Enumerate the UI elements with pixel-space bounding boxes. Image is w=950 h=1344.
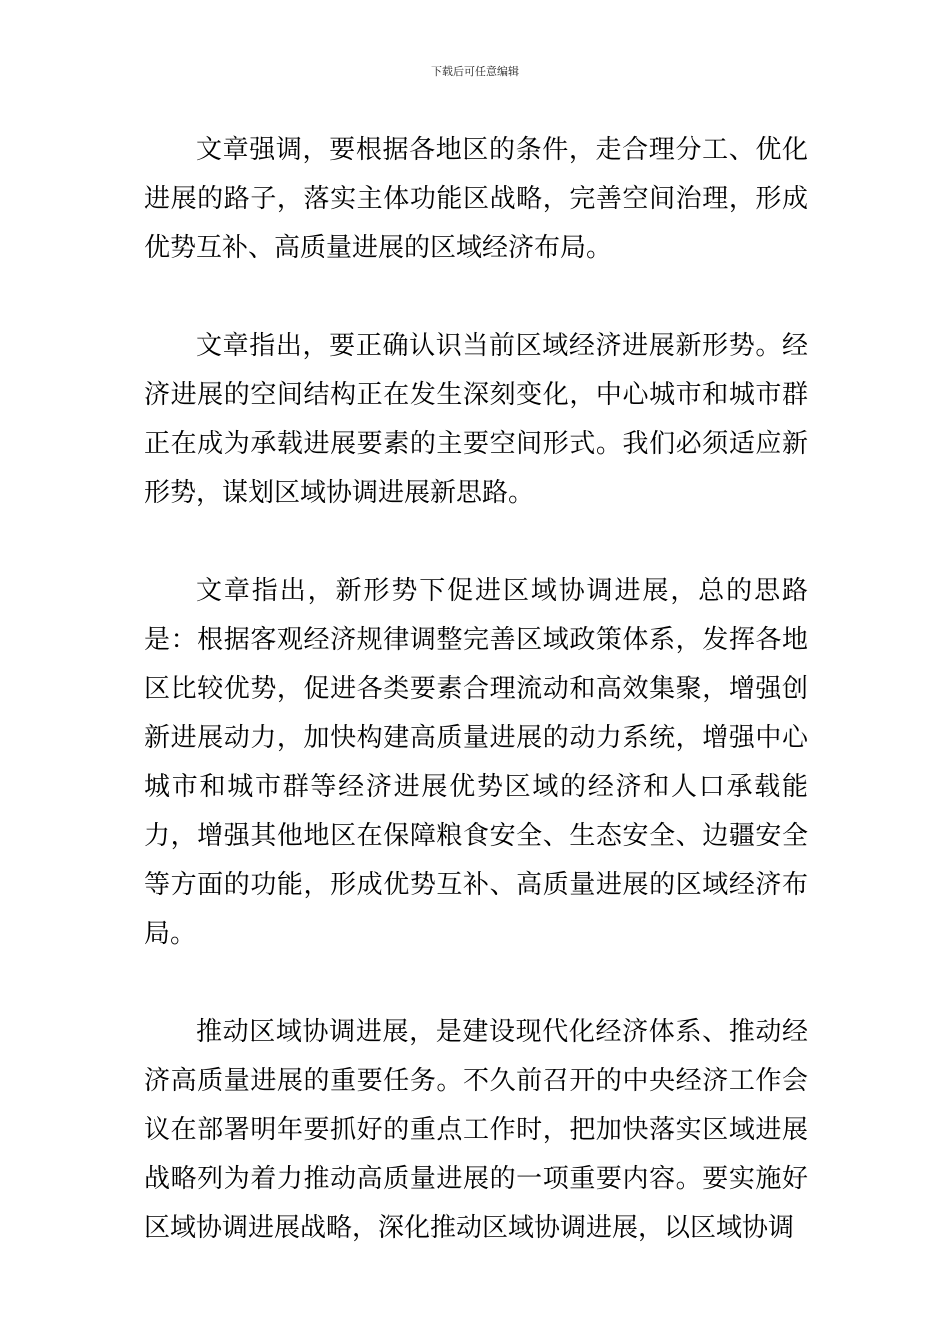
paragraph-1: 文章强调，要根据各地区的条件，走合理分工、优化进展的路子，落实主体功能区战略，完善空间治理，形成优势互补、高质量进展的区域经济布局。 xyxy=(144,135,808,263)
page-header: 下载后可任意编辑 xyxy=(431,65,519,78)
document-body xyxy=(144,126,808,1302)
paragraph-3: 文章指出，新形势下促进区域协调进展，总的思路是：根据客观经济规律调整完善区域政策体系，发挥各地区比较优势，促进各类要素合理流动和高效集聚，增强创新进展动力，加快构建高质量进展的动力系统，增强中心城市和城市群等经济进展优势区域的经济和人口承载能力，增强其他地区在保障粮食安全、生态安全、边疆安全等方面的功能，形成优势互补、高质量进展的区域经济布局。 xyxy=(144,576,808,949)
paragraph-2: 文章指出，要正确认识当前区域经济进展新形势。经济进展的空间结构正在发生深刻变化，中心城市和城市群正在成为承载进展要素的主要空间形式。我们必须适应新形势，谋划区域协调进展新思路。 xyxy=(144,331,808,508)
paragraph-4: 推动区域协调进展，是建设现代化经济体系、推动经济高质量进展的重要任务。不久前召开的中央经济工作会议在部署明年要抓好的重点工作时，把加快落实区域进展战略列为着力推动高质量进展的一项重要内容。要实施好区域协调进展战略，深化推动区域协调进展，以区域协调 xyxy=(144,1017,808,1243)
